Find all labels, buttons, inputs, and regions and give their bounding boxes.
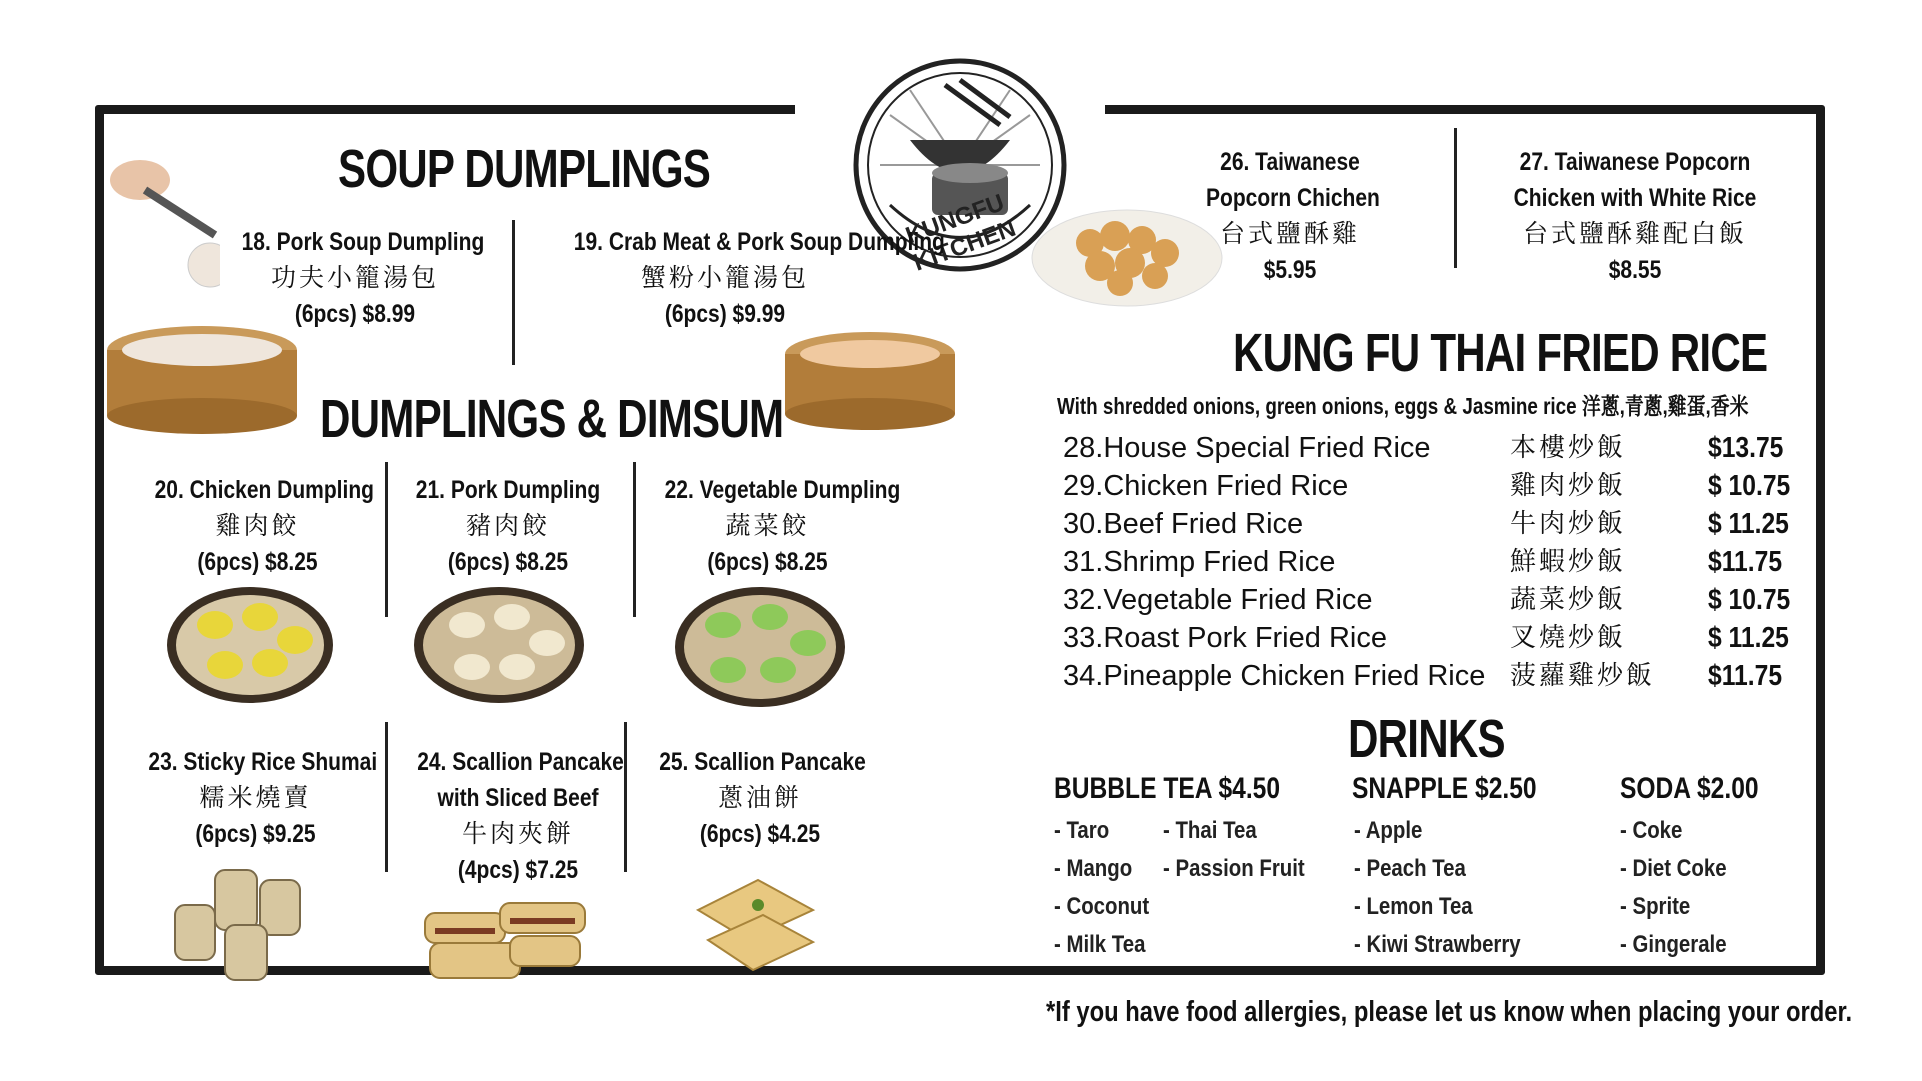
chicken-dumpling-photo [165,585,335,705]
shumai-photo [165,860,315,982]
bubble-tea-list-1: - Taro - Mango - Coconut - Milk Tea [1054,817,1150,958]
vegetable-dumpling-photo [673,585,848,710]
beef-pancake-photo [420,898,590,983]
menu-item-27: 27. Taiwanese Popcorn Chicken with White Rice 台式鹽酥雞配白飯 $8.55 [1513,148,1757,284]
menu-item-24: 24. Scallion Pancake with Sliced Beef 牛肉夾餅 (4pcs) $7.25 [417,748,624,884]
menu-item-25: 25. Scallion Pancake 蔥油餅 (6pcs) $4.25 [659,748,866,848]
fried-rice-subtitle: With shredded onions, green onions, eggs & Jasmine rice 洋蔥,青蔥,雞蛋,香米 [1057,393,1749,419]
steamer-basket-photo [105,322,300,434]
brand-name: KUNGFU KITCHEN [902,189,1020,277]
menu-item-20: 20. Chicken Dumpling 雞肉餃 (6pcs) $8.25 [154,476,374,576]
allergy-note: *If you have food allergies, please let us know when placing your order. [1046,996,1853,1028]
divider [1454,128,1457,268]
bubble-tea-title: BUBBLE TEA $4.50 [1054,772,1281,805]
menu-item-26: 26. Taiwanese Popcorn Chichen 台式鹽酥雞 $5.95 [1206,148,1380,284]
scallion-pancake-photo [688,870,823,978]
soup-heading: SOUP DUMPLINGS [338,139,711,199]
fried-rice-heading: KUNG FU THAI FRIED RICE [1233,323,1768,383]
bubble-tea-list-2: - Thai Tea - Passion Fruit [1163,817,1305,882]
drinks-heading: DRINKS [1348,709,1505,769]
steamer-basket-photo [783,328,958,433]
menu-item-23: 23. Sticky Rice Shumai 糯米燒賣 (6pcs) $9.25 [148,748,378,848]
soda-list: - Coke - Diet Coke - Sprite - Gingerale [1620,817,1727,958]
menu-item-19: 19. Crab Meat & Pork Soup Dumpling 蟹粉小籠湯包 (6pcs) $9.99 [573,228,945,328]
snapple-title: SNAPPLE $2.50 [1352,772,1537,805]
menu-item-18: 18. Pork Soup Dumpling 功夫小籠湯包 (6pcs) $8.99 [241,228,485,328]
snapple-list: - Apple - Peach Tea - Lemon Tea - Kiwi Strawberry [1354,817,1521,958]
dimsum-heading: DUMPLINGS & DIMSUM [320,389,784,449]
divider [633,462,636,617]
divider [385,462,388,617]
tongs-dumpling-photo [100,150,220,290]
divider [512,220,515,365]
soda-title: SODA $2.00 [1620,772,1759,805]
pork-dumpling-photo [412,585,587,705]
menu-item-22: 22. Vegetable Dumpling 蔬菜餃 (6pcs) $8.25 [664,476,901,576]
menu-item-21: 21. Pork Dumpling 豬肉餃 (6pcs) $8.25 [415,476,601,576]
divider [624,722,627,872]
divider [385,722,388,872]
